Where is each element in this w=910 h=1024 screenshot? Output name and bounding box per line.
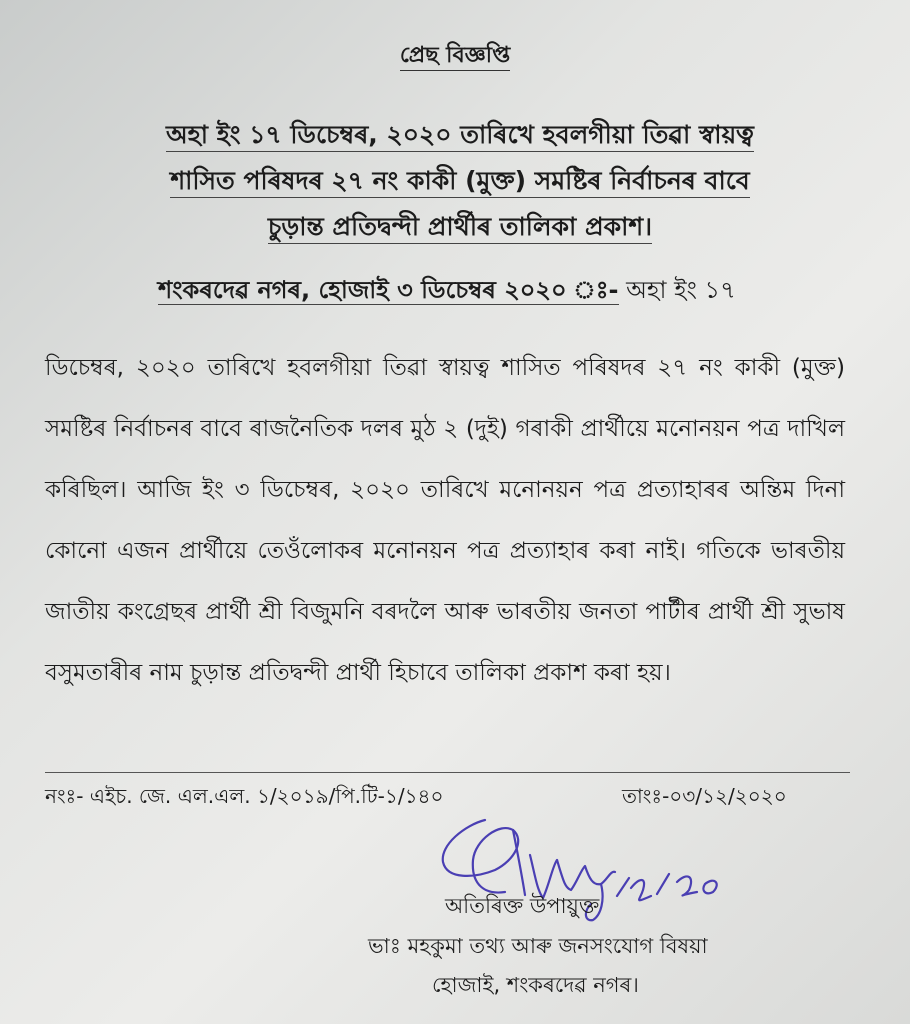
signatory-department: ভাঃ মহকুমা তথ্য আৰু জনসংযোগ বিষয়া bbox=[368, 934, 708, 958]
headline-line-1: অহা ইং ১৭ ডিচেম্বৰ, ২০২০ তাৰিখে হবলগীয়া তিৱা স্বায়ত্ব bbox=[166, 120, 754, 152]
signatory-place: হোজাই, শংকৰদেৱ নগৰ। bbox=[432, 973, 639, 997]
headline bbox=[100, 112, 820, 250]
headline-line-2: শাসিত পৰিষদৰ ২৭ নং কাকী (মুক্ত) সমষ্টিৰ নিৰ্বাচনৰ বাবে bbox=[170, 166, 749, 198]
dateline-continuation: অহা ইং ১৭ bbox=[618, 276, 736, 304]
body-paragraph: ডিচেম্বৰ, ২০২০ তাৰিখে হবলগীয়া তিৱা স্বায়ত্ব শাসিত পৰিষদৰ ২৭ নং কাকী (মুক্ত) সমষ্টিৰ নিৰ্বাচনৰ বাবে ৰাজনৈতিক দলৰ মুঠ ২ (দুই) গৰাকী প্ৰাৰ্থীয়ে মনোনয়ন পত্ৰ দাখিল কৰিছিল। আজি ইং ৩ ডিচেম্বৰ, ২০২০ তাৰিখে মনোনয়ন পত্ৰ প্ৰত্যাহাৰৰ অন্তিম দিনা কোনো এজন প্ৰাৰ্থীয়ে তেওঁলোকৰ মনোনয়ন পত্ৰ প্ৰত্যাহাৰ কৰা নাই। গতিকে ভাৰতীয় জাতীয় কংগ্ৰেছৰ প্ৰাৰ্থী শ্ৰী বিজুমনি বৰদলৈ আৰু ভাৰতীয় জনতা পাৰ্টীৰ প্ৰাৰ্থী শ্ৰী সুভাষ বসুমতাৰীৰ নাম চুড়ান্ত প্ৰতিদ্বন্দী প্ৰাৰ্থী হিচাবে তালিকা প্ৰকাশ কৰা হয়। bbox=[45, 355, 845, 686]
memo-date: তাংঃ-০৩/১২/২০২০ bbox=[622, 784, 787, 808]
document-title bbox=[0, 38, 910, 75]
divider-line bbox=[45, 772, 850, 773]
signatory-designation: অতিৰিক্ত উপায়ুক্ত bbox=[445, 894, 600, 918]
dateline bbox=[158, 270, 838, 310]
dateline-place-date: শংকৰদেৱ নগৰ, হোজাই ৩ ডিচেম্বৰ ২০২০ ঃ- bbox=[158, 276, 619, 304]
headline-line-3: চুড়ান্ত প্ৰতিদ্বন্দী প্ৰাৰ্থীৰ তালিকা প্ৰকাশ। bbox=[268, 212, 652, 244]
document-title-text: প্ৰেছ বিজ্ঞপ্তি bbox=[400, 43, 510, 71]
memo-number: নংঃ- এইচ. জে. এল.এল. ১/২০১৯/পি.টি-১/১৪০ bbox=[45, 784, 444, 808]
